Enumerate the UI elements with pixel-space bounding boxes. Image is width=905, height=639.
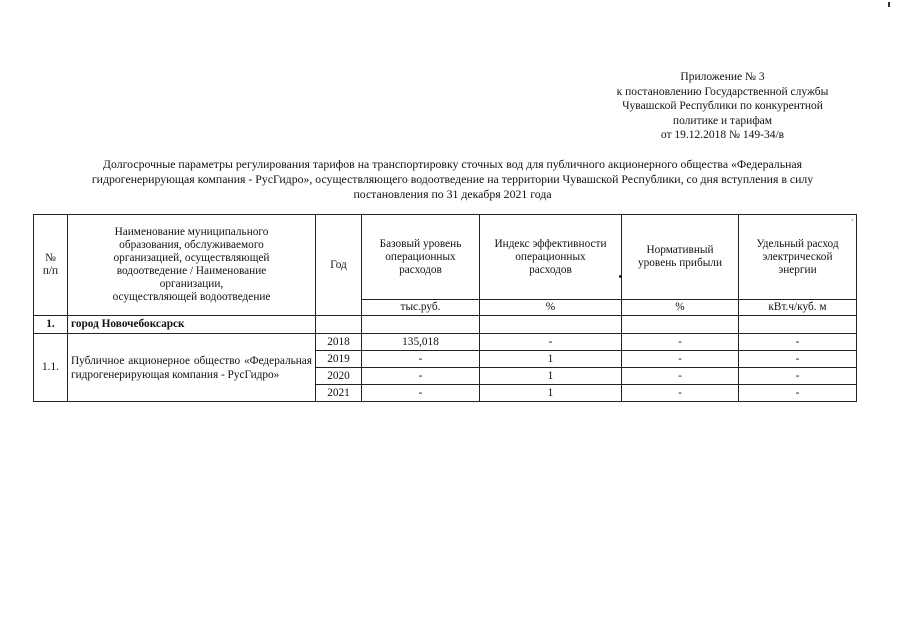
header-profit-line: Нормативный (646, 244, 714, 256)
cell-energy: - (739, 368, 857, 385)
cell-energy: - (739, 385, 857, 402)
cell-year: 2018 (316, 334, 362, 351)
header-base-line: операционных (385, 250, 456, 263)
header-name-line: осуществляющей водоотведение (112, 291, 271, 303)
document-title (40, 157, 865, 202)
header-name (68, 215, 316, 316)
header-energy-line: энергии (778, 263, 817, 276)
cell-base: - (362, 368, 480, 385)
title-line: Долгосрочные параметры регулирования тарифов на транспортировку сточных вод для публичного акционерного общества «Федеральная (102, 157, 803, 171)
cell-base: 135,018 (362, 334, 480, 351)
header-index-line: операционных (515, 250, 586, 263)
appendix-line: Приложение № 3 (680, 71, 765, 83)
appendix-line: политике и тарифам (672, 114, 773, 127)
unit-energy: кВт.ч/куб. м (739, 300, 857, 316)
cell-energy: - (739, 351, 857, 368)
header-row (34, 215, 857, 300)
header-base-line: расходов (399, 263, 442, 276)
header-name-line: водоотведение / Наименование (116, 265, 267, 277)
appendix-line: к постановлению Государственной службы (616, 85, 829, 98)
cell-index: 1 (480, 385, 622, 402)
cell-index: - (480, 334, 622, 351)
cell-profit: - (622, 334, 739, 351)
section-row (34, 316, 857, 334)
header-num-line: № (45, 252, 56, 264)
scan-mark (888, 2, 890, 7)
appendix-line: Чувашской Республики по конкурентной (622, 100, 823, 112)
header-name-line: организацией, осуществляющей (113, 252, 270, 264)
cell-profit: - (622, 368, 739, 385)
header-base-line: Базовый уровень (379, 237, 462, 250)
title-line: гидрогенерирующая компания - РусГидро», осуществляющего водоотведение на территории Чувашской Республики, со дня вступления в силу (91, 172, 814, 186)
unit-index: % (480, 300, 622, 316)
empty-cell (622, 316, 739, 334)
cell-year: 2019 (316, 351, 362, 368)
empty-cell (739, 316, 857, 334)
header-profit (622, 215, 739, 300)
header-num (34, 215, 68, 316)
unit-base: тыс.руб. (362, 300, 480, 316)
header-energy-line: Удельный расход (756, 237, 839, 250)
header-profit-line: уровень прибыли (637, 257, 722, 269)
header-base (362, 215, 480, 300)
cell-year: 2020 (316, 368, 362, 385)
header-num-line: п/п (42, 265, 59, 277)
cell-base: - (362, 385, 480, 402)
title-line: постановления по 31 декабря 2021 года (353, 187, 552, 201)
org-name: Публичное акционерное общество «Федеральная гидрогенерирующая компания - РусГидро» (68, 334, 316, 402)
header-name-line: Наименование муниципального (114, 226, 269, 238)
appendix-line: от 19.12.2018 № 149-34/в (660, 129, 785, 141)
header-name-line: организации, (159, 278, 224, 290)
cell-profit: - (622, 351, 739, 368)
section-num: 1. (34, 316, 68, 334)
org-num: 1.1. (34, 334, 68, 402)
cell-index: 1 (480, 351, 622, 368)
header-index-line: Индекс эффективности (494, 237, 607, 250)
cell-base: - (362, 351, 480, 368)
header-energy-line: электрической (762, 250, 833, 263)
cell-year: 2021 (316, 385, 362, 402)
empty-cell (316, 316, 362, 334)
table-row (34, 334, 857, 351)
header-year: Год (316, 215, 362, 316)
header-name-line: образования, обслуживаемого (119, 239, 264, 251)
cell-index: 1 (480, 368, 622, 385)
unit-profit: % (622, 300, 739, 316)
cell-profit: - (622, 385, 739, 402)
empty-cell (362, 316, 480, 334)
section-name: город Новочебоксарск (68, 316, 316, 334)
header-index (480, 215, 622, 300)
header-index-line: расходов (529, 263, 572, 276)
cell-energy: - (739, 334, 857, 351)
scan-tick: ` (851, 218, 854, 228)
appendix-block (600, 70, 845, 143)
tariff-table (33, 214, 857, 402)
header-energy (739, 215, 857, 300)
empty-cell (480, 316, 622, 334)
